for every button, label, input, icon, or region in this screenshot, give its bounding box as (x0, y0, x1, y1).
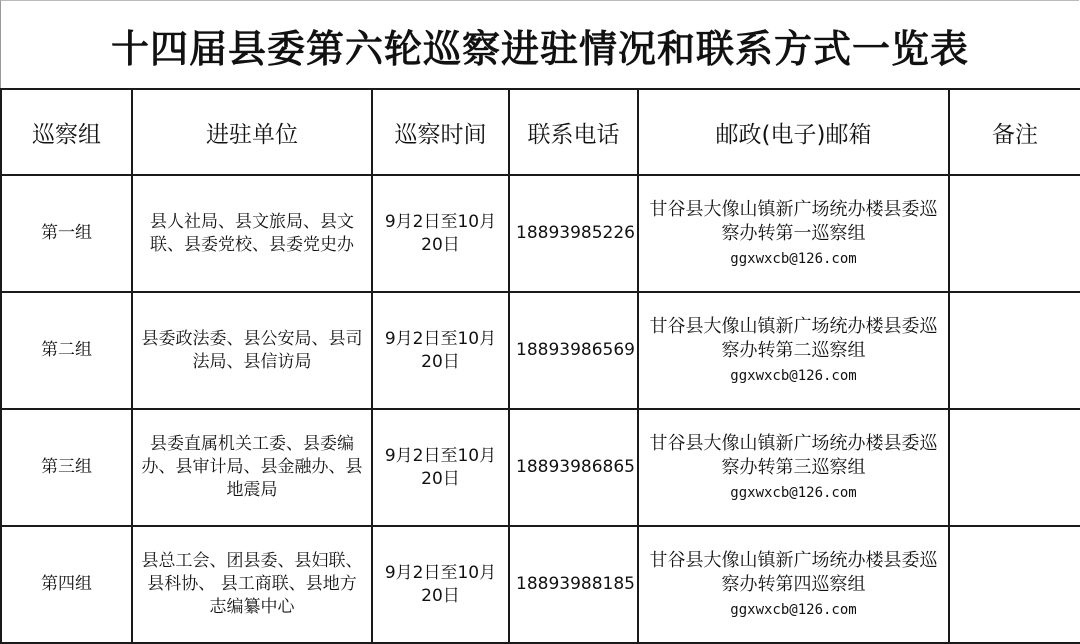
note-cell (949, 175, 1080, 292)
period-cell: 9月2日至10月20日 (372, 409, 509, 526)
note-cell (949, 292, 1080, 409)
email-address: ggxwxcb@126.com (730, 367, 857, 384)
mail-cell (638, 526, 949, 643)
mail-cell (638, 175, 949, 292)
mail-address: 甘谷县大像山镇新广场统办楼县委巡察办转第三巡察组 (649, 432, 938, 478)
units-cell: 县委政法委、县公安局、县司法局、县信访局 (132, 292, 372, 409)
header-note: 备注 (949, 89, 1080, 175)
header-group: 巡察组 (1, 89, 132, 175)
header-row (1, 89, 1080, 175)
group-cell: 第二组 (1, 292, 132, 409)
table-row (1, 292, 1080, 409)
note-cell (949, 526, 1080, 643)
units-cell: 县总工会、团县委、县妇联、县科协、 县工商联、县地方志编纂中心 (132, 526, 372, 643)
group-cell: 第四组 (1, 526, 132, 643)
mail-cell (638, 409, 949, 526)
mail-cell (638, 292, 949, 409)
header-mail: 邮政(电子)邮箱 (638, 89, 949, 175)
period-cell: 9月2日至10月20日 (372, 526, 509, 643)
mail-address: 甘谷县大像山镇新广场统办楼县委巡察办转第二巡察组 (649, 315, 938, 361)
mail-address: 甘谷县大像山镇新广场统办楼县委巡察办转第一巡察组 (649, 198, 938, 244)
inspection-table (0, 88, 1080, 644)
table-row (1, 526, 1080, 643)
table-row (1, 409, 1080, 526)
mail-address: 甘谷县大像山镇新广场统办楼县委巡察办转第四巡察组 (649, 549, 938, 595)
email-address: ggxwxcb@126.com (730, 484, 857, 501)
email-address: ggxwxcb@126.com (730, 601, 857, 618)
phone-cell: 18893986865 (509, 409, 638, 526)
phone-cell: 18893986569 (509, 292, 638, 409)
group-cell: 第一组 (1, 175, 132, 292)
phone-cell: 18893988185 (509, 526, 638, 643)
group-cell: 第三组 (1, 409, 132, 526)
header-period: 巡察时间 (372, 89, 509, 175)
units-cell: 县人社局、县文旅局、县文联、县委党校、县委党史办 (132, 175, 372, 292)
phone-cell: 18893985226 (509, 175, 638, 292)
header-units: 进驻单位 (132, 89, 372, 175)
period-cell: 9月2日至10月20日 (372, 292, 509, 409)
header-phone: 联系电话 (509, 89, 638, 175)
period-cell: 9月2日至10月20日 (372, 175, 509, 292)
table-row (1, 175, 1080, 292)
email-address: ggxwxcb@126.com (730, 250, 857, 267)
page-title: 十四届县委第六轮巡察进驻情况和联系方式一览表 (0, 0, 1079, 89)
units-cell: 县委直属机关工委、县委编办、县审计局、县金融办、县地震局 (132, 409, 372, 526)
note-cell (949, 409, 1080, 526)
